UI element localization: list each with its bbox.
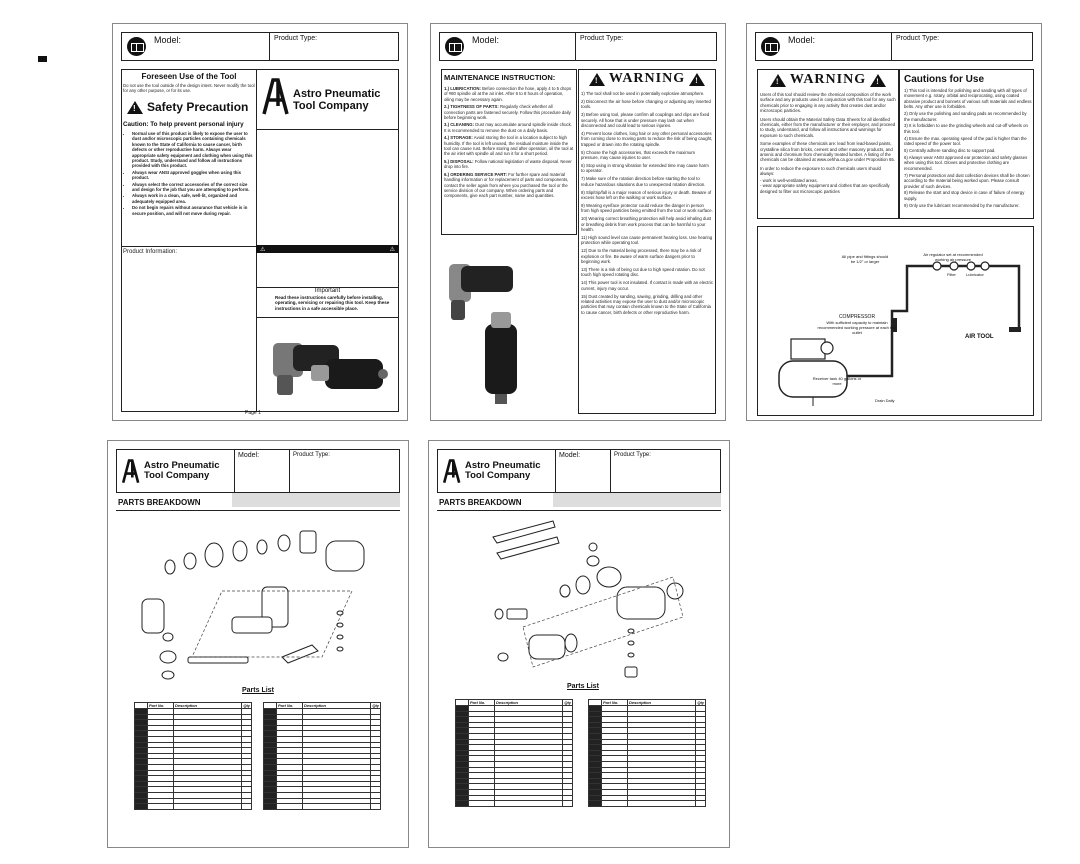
maint-item	[444, 122, 574, 133]
maint-item	[444, 86, 574, 102]
warning-item: 13) There is a risk of being cut due to high speed rotation. Do not touch high speed rotating disc.	[581, 266, 705, 278]
product-type-label: Product Type:	[293, 452, 330, 458]
manual-book-icon	[440, 33, 468, 60]
warning-item: 5) Choose the high accessories, that exceeds the maximum pressure, may cause injuries to user.	[581, 149, 695, 161]
maint-text: Dust may accumulate around spindle inside chuck. It is recommended to remove the dust on a daily basis.	[444, 122, 573, 133]
manual-book-icon	[122, 33, 150, 60]
maint-head: 3.) CLEANING:	[444, 122, 475, 128]
table-row	[264, 804, 381, 810]
company-name-line1: Astro Pneumatic	[293, 88, 381, 101]
table-cell	[264, 804, 277, 810]
caution-item: 2) Only use the polishing and sanding pads as recommended by the manufacturer.	[904, 111, 1027, 122]
warning-item: 7) Make sure of the rotation direction before starting the tool to reduce hazardous situations due to unexpected rotation direction.	[581, 176, 706, 187]
parts-table-body	[135, 709, 252, 810]
page-marker	[38, 56, 47, 62]
warning-para: Users of this tool should review the chemical composition of the work surface and any products used in conjunction with this tool for any such chemicals prior to engaging in any activity that creates dust and/or microscopic particles.	[760, 92, 896, 114]
table-cell	[135, 804, 148, 810]
parts-table-right	[588, 699, 706, 807]
parts-breakdown-title: PARTS BREAKDOWN	[118, 498, 201, 507]
divider	[116, 510, 400, 511]
compressor-sub: With sufficient capacity to maintain recommended working pressure at each tool outlet	[817, 320, 897, 335]
filter-label: Filter	[947, 272, 956, 277]
exploded-parts-diagram	[443, 517, 703, 682]
maint-text: Regularly check whether all connection parts are fastened securely. Follow this procedure daily before beginning work.	[444, 104, 571, 121]
foreseen-text: Do not use the tool outside of the design intent. Never modify the tool for any other purpose, or for its use.	[123, 83, 255, 94]
caution-item: 8) Release the start and stop device in case of failure of energy supply.	[904, 190, 1025, 201]
warning-triangle-icon	[589, 73, 605, 86]
foreseen-title: Foreseen Use of the Tool	[141, 72, 237, 81]
maint-item	[444, 135, 574, 157]
manual-page-3	[746, 23, 1042, 421]
model-label: Model:	[468, 33, 576, 60]
table-cell	[696, 801, 706, 807]
warning-title: WARNING	[608, 71, 686, 86]
safety-title: Safety Precaution	[147, 100, 249, 114]
col-description: Description	[495, 700, 563, 706]
col-part-no: Part No.	[277, 703, 303, 709]
important-title: Important	[314, 288, 341, 294]
safety-bullet: • Always work in a clean, safe, well-lit, organized and adequately equipped area.	[132, 193, 255, 204]
col-description: Description	[303, 703, 371, 709]
safety-bullet: • Always select the correct accessories of the correct size and design for the job that you are attempting to perform.	[132, 182, 255, 193]
table-cell	[148, 804, 174, 810]
warning-item: 15) Dust created by sanding, sawing, grinding, drilling and other related activities may expose the user to dust and/or microscopic particles that may contain chemicals known to the State of California to cause cancer, birth defects or other reproductive harm.	[581, 293, 711, 315]
caution-item: 1) This tool is intended for polishing and sanding with all types of movement e.g. rotary, orbital and reciprocating, using coated abrasive product and bonnets of various soft materials and endless belts. Any other use is forbidden.	[904, 88, 1032, 110]
parts-list-title: Parts List	[567, 683, 599, 690]
warning-para: - work in well-ventilated areas.	[760, 177, 818, 183]
safety-bullet: • Do not begin repairs without assurance that vehicle is in secure position, and will not move during repair.	[132, 205, 255, 216]
warning-para: Some examples of these chemicals are: lead from lead-based paints, crystalline silica from bricks, cement and other masonry products, and arsenic and chromium from chemically treated lumber. A listing of the chemicals can be obtained at www.oehha.ca.gov under Proposition 65.	[760, 141, 895, 163]
page-number: Page 1	[245, 410, 261, 416]
company-logo	[117, 450, 235, 492]
maint-item	[444, 104, 574, 120]
table-cell	[628, 801, 696, 807]
exploded-parts-diagram	[122, 517, 382, 687]
pipe-label: All pipe and fittings should be 1/2" or larger	[841, 254, 889, 264]
lubricator-label: Lubricator	[966, 272, 984, 277]
parts-table-body	[456, 706, 573, 807]
manual-page-2	[430, 23, 726, 421]
product-type-label: Product Type:	[580, 35, 624, 42]
maintenance-list	[444, 86, 574, 199]
warning-small-icon: ⚠	[260, 246, 266, 253]
parts-table-left	[134, 702, 252, 810]
warning-para: - wear appropriate safety equipment and clothes that are specifically designed to filter out microscopic particles	[760, 183, 890, 194]
cautions-title: Cautions for Use	[904, 74, 985, 85]
table-cell	[589, 801, 602, 807]
caution-item: 3) It is forbidden to use the grinding wheels and cut-off wheels on this tool.	[904, 123, 1028, 134]
caution-item: 5) Centrally adhere sanding disc to support pad.	[904, 148, 996, 154]
page-header	[755, 32, 1033, 61]
table-cell	[563, 801, 573, 807]
warning-item: 12) Due to the material being processed, there may be a risk of explosion or fire. Be aware of warm surface dangers prior to beginning work.	[581, 248, 702, 265]
company-name-line1: Astro Pneumatic	[144, 460, 220, 472]
warning-banner	[256, 245, 399, 253]
warnings-list	[581, 91, 713, 315]
manual-page-5	[428, 440, 730, 848]
compressor-label: COMPRESSOR	[838, 314, 876, 320]
warning-item: 11) High sound level can cause permanent hearing loss. Use hearing protection while operating tool.	[581, 234, 713, 246]
col-part-no: Part No.	[469, 700, 495, 706]
safety-heading	[123, 100, 248, 114]
caution-title: Caution: To help prevent personal injury	[123, 121, 244, 128]
warning-para: Users should obtain the Material Safety Data Sheets for all identified chemicals, either from the manufacturer or their employer, and proceed to study, understand, and follow all instructions and warnings for exposure to such chemicals.	[760, 116, 896, 138]
page-header	[439, 32, 717, 61]
table-cell	[456, 801, 469, 807]
warning-header	[757, 72, 899, 88]
model-label: Model:	[784, 33, 892, 60]
col-description: Description	[174, 703, 242, 709]
warning-triangle-icon	[689, 73, 705, 86]
maint-text: Avoid storing the tool in a location subject to high humidity. If the tool is left unused, the residual moisture inside the tool can cause rust. Before storing and after operation, oil the tool at the air inlet with spindle oil and run it for a short period.	[444, 135, 574, 157]
maint-text: Before connection the hose, apply 4 to 5 drops of #80 spindle oil at the air inlet. After 6 to 8 hours of operation, oiling may be necessary again.	[444, 86, 571, 102]
maint-item	[444, 159, 574, 170]
divider	[256, 129, 399, 130]
important-text: Read these instructions carefully before installing, operating, servicing or repairing this tool. Keep these instructions in a safe accessible place.	[275, 295, 390, 311]
col-part-no: Part No.	[148, 703, 174, 709]
product-type-label: Product Type:	[896, 35, 940, 42]
warning-para: In order to reduce the exposure to such chemicals users should always:	[760, 165, 881, 177]
parts-table-body	[589, 706, 706, 807]
product-info-label: Product Information:	[123, 249, 178, 255]
ap-logo-icon	[261, 76, 291, 116]
table-cell	[174, 804, 242, 810]
page-header	[116, 449, 400, 493]
page-header	[121, 32, 399, 61]
company-name-line2: Tool Company	[293, 100, 369, 112]
regulator-label: Air regulator set at recommended working air pressure	[923, 252, 983, 262]
tools-image	[445, 254, 525, 409]
table-cell	[602, 801, 628, 807]
warning-item: 10) Wearing correct breathing protection will help avoid inhaling dust or breathing debris from work process that can be harmful to your health.	[581, 216, 712, 233]
air-tool-label: AIR TOOL	[965, 334, 994, 340]
table-row	[456, 801, 573, 807]
caution-item: 7) Personal protection and dust collection devices shall be chosen according to the material being worked upon. Please consult provider of such devices.	[904, 172, 1030, 189]
header-band	[553, 493, 721, 507]
maint-head: 2.) TIGHTNESS OF PARTS:	[444, 104, 499, 110]
warning-item: 6) Stop using in strong vibration for extended time may cause harm to operator.	[581, 162, 709, 174]
warning-title: WARNING	[789, 72, 867, 87]
ap-logo-icon	[121, 458, 141, 484]
company-logo	[438, 450, 556, 492]
warning-small-icon: ⚠	[389, 246, 395, 253]
warning-text	[760, 92, 896, 194]
parts-list-title: Parts List	[242, 687, 274, 694]
maint-head: 5.) DISPOSAL:	[444, 158, 474, 164]
page-header	[437, 449, 721, 493]
caution-item: 6) Always wear ANSI approved ear protection and safety glasses when using this tool. Gloves and protective clothing are recommended.	[904, 154, 1028, 171]
warning-item: 2) Disconnect the air hose before changing or adjusting any inserted tools.	[581, 98, 711, 110]
maint-head: 6.) ORDERING SERVICE PART:	[444, 171, 507, 177]
warning-item: 3) Before using tool, please confirm all couplings and clips are fixed securely. All hose that is under pressure may lash out when disconnected and could lead to serious injuries.	[581, 112, 710, 129]
ap-logo-icon	[442, 458, 462, 484]
table-row	[589, 801, 706, 807]
parts-table-left	[455, 699, 573, 807]
warning-triangle-icon	[870, 74, 886, 87]
company-name-line2: Tool Company	[465, 470, 531, 481]
maint-head: 4.) STORAGE:	[444, 135, 473, 141]
col-qty: Qty	[564, 700, 571, 705]
safety-bullets	[127, 131, 255, 216]
parts-table-body	[264, 709, 381, 810]
safety-bullet: • Always wear ANSI approved goggles when using this product.	[132, 170, 255, 181]
table-cell	[242, 804, 252, 810]
divider	[256, 317, 399, 318]
warning-item: 14) This power tool is not insulated. If contact is made with an electric current, injury may occur.	[581, 280, 713, 291]
parts-table-right	[263, 702, 381, 810]
divider	[437, 510, 721, 511]
manual-page-1	[112, 23, 408, 421]
company-name-line2: Tool Company	[144, 470, 210, 481]
divider	[121, 246, 257, 247]
caution-item: 4) Ensure the max. operating speed of the pad is higher than the rated speed of the power tool.	[904, 135, 1027, 147]
warning-item: 4) Prevent loose clothes, long hair or any other personal accessories from coming close to moving parts to reduce the risk of being caught, trapped or drawn into the rotating spindle.	[581, 130, 713, 147]
model-label: Model:	[150, 33, 270, 60]
model-label: Model:	[556, 450, 611, 492]
table-row	[135, 804, 252, 810]
maint-head: 1.) LUBRICATION:	[444, 86, 481, 91]
maint-item	[444, 172, 574, 199]
cautions-list	[904, 88, 1032, 208]
warning-item: 8) Slip/trip/fall is a major reason of serious injury or death. Beware of excess hose left on the walking or work surface.	[581, 189, 712, 200]
col-description: Description	[628, 700, 696, 706]
caution-item: 9) Only use the lubricant recommended by the manufacturer.	[904, 202, 1020, 208]
table-cell	[277, 804, 303, 810]
table-cell	[303, 804, 371, 810]
safety-bullet: • Normal use of this product is likely to expose the user to dust and/or microscopic particles containing chemicals known to the State of California to cause cancer, birth defects or other reproductive harm. Always wear appropriate safety equipment and clothing when using this product. Study, understand and follow all instructions provided with this product.	[132, 131, 255, 169]
table-cell	[371, 804, 381, 810]
warning-triangle-icon	[127, 101, 143, 114]
header-band	[232, 493, 400, 507]
model-label: Model:	[235, 450, 290, 492]
table-cell	[495, 801, 563, 807]
warning-item: 9) Wearing eye/face protector could reduce the danger in person from high speed particles being emitted from the tool or work surface.	[581, 202, 713, 214]
col-part-no: Part No.	[602, 700, 628, 706]
manual-book-icon	[756, 33, 784, 60]
col-qty: Qty	[243, 703, 250, 708]
tools-image	[265, 329, 390, 404]
product-type-label: Product Type:	[614, 452, 651, 458]
maint-text: Follow national legislation of waste disposal. Never drop into fire.	[444, 158, 572, 170]
warning-triangle-icon	[770, 74, 786, 87]
warning-item: 1) The tool shall not be used in potentially explosive atmosphere.	[581, 91, 705, 96]
table-cell	[469, 801, 495, 807]
maintenance-title: MAINTENANCE INSTRUCTION:	[444, 73, 556, 82]
product-type-label: Product Type:	[274, 35, 318, 42]
manual-page-4	[107, 440, 409, 848]
col-qty: Qty	[697, 700, 704, 705]
company-name-line1: Astro Pneumatic	[465, 460, 541, 472]
parts-breakdown-title: PARTS BREAKDOWN	[439, 498, 522, 507]
maint-text: For further spare and material handling information or for replacement of parts and components, contact the seller again from where you purchased the tool or the service division of our company. When ordering parts and components, give each part number, name and quantities.	[444, 171, 569, 199]
drain-label: Drain Daily	[875, 398, 895, 403]
warning-header	[578, 71, 716, 87]
company-logo	[261, 76, 380, 116]
tank-label: Receiver tank 40 gallons or more	[812, 376, 862, 386]
col-qty: Qty	[372, 703, 379, 708]
